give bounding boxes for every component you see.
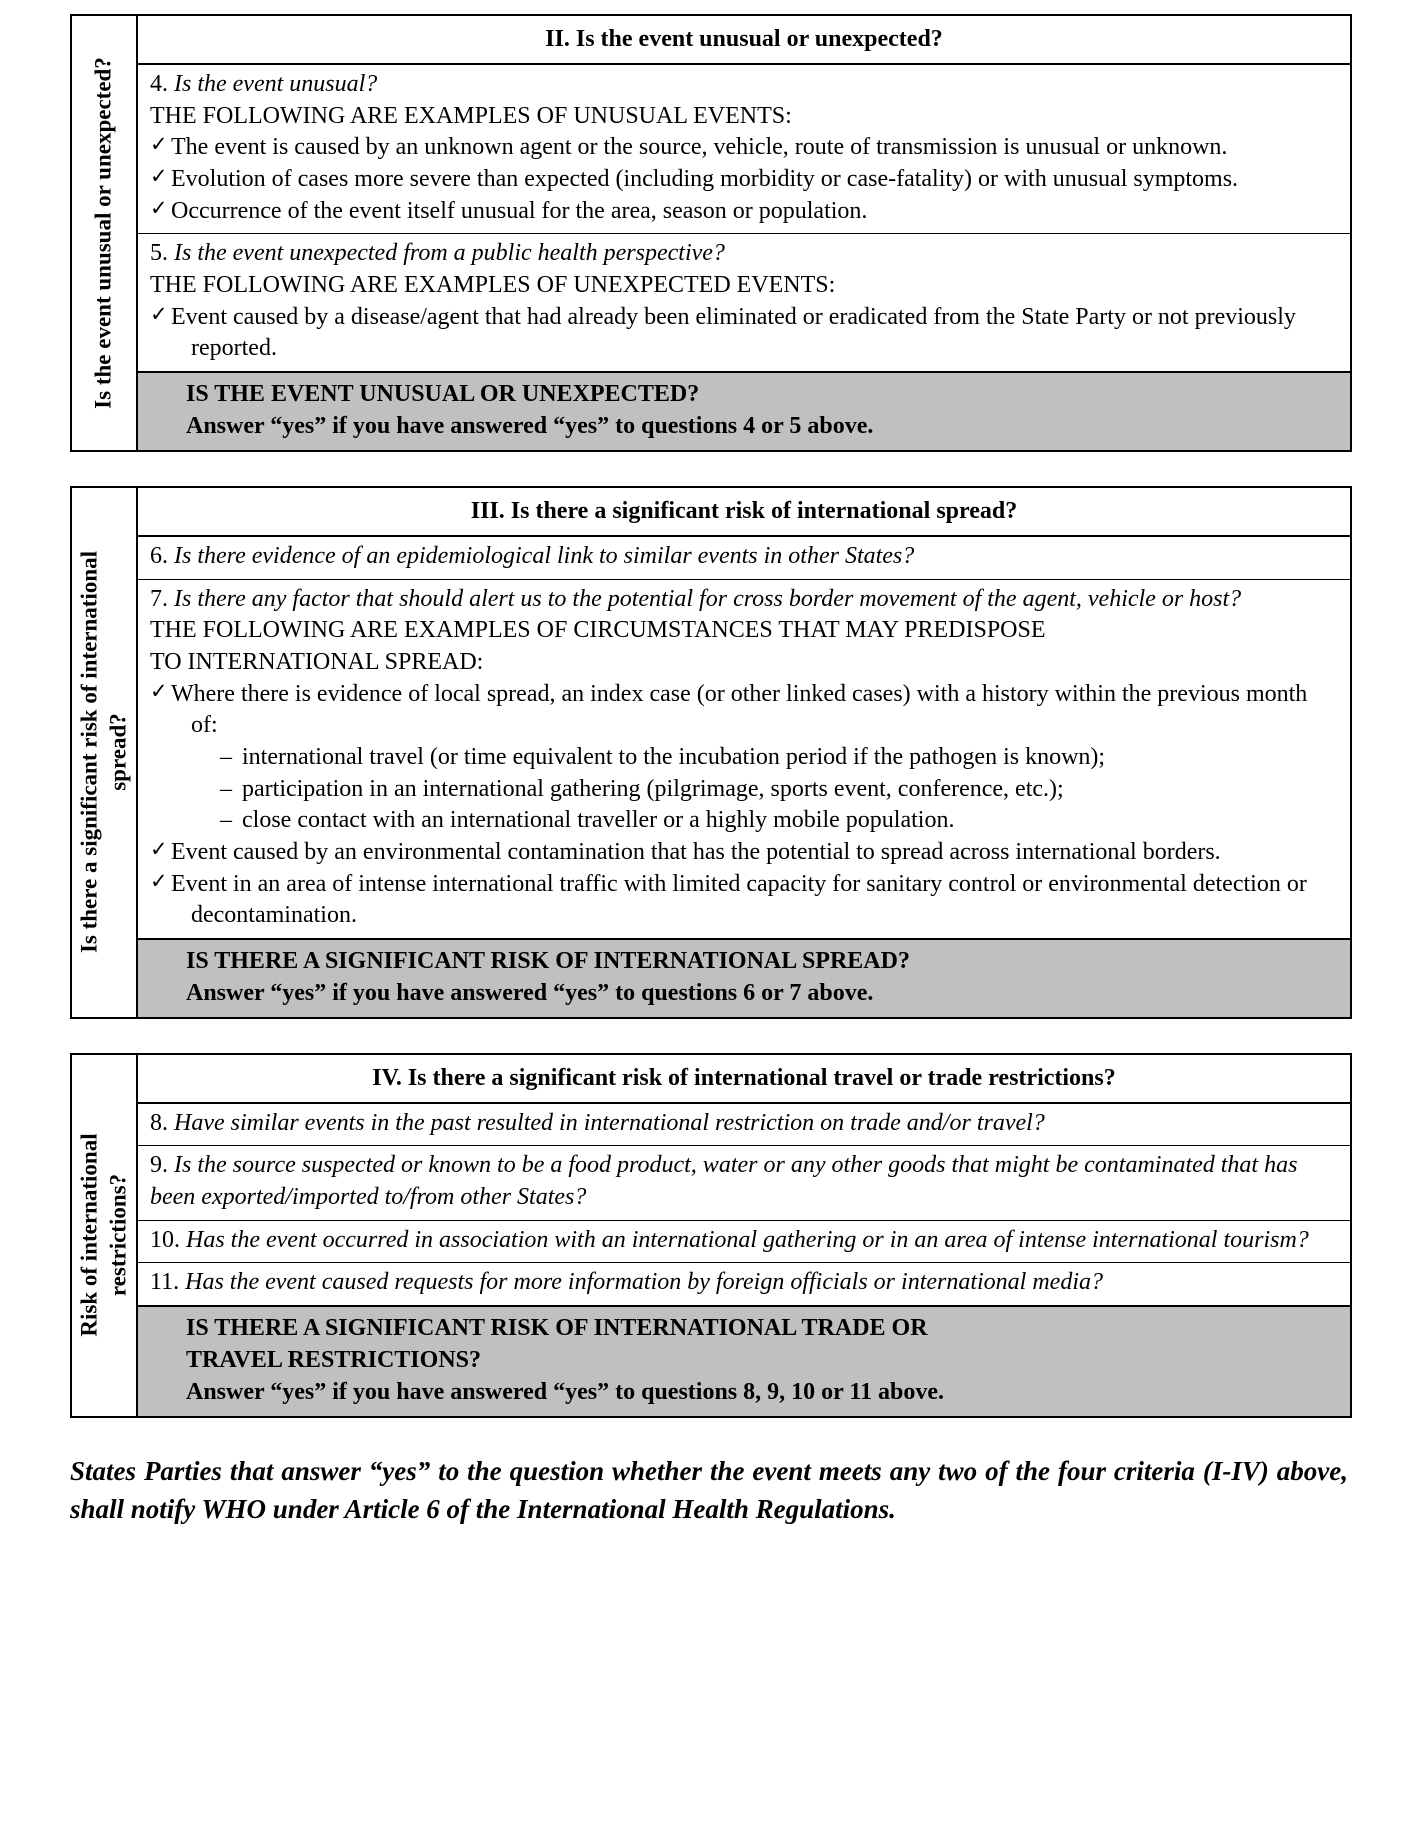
section-II-sidebar	[72, 16, 138, 450]
question-5-number: 5.	[150, 240, 168, 267]
list-item	[150, 164, 1338, 196]
answer-box-title: IS THERE A SIGNIFICANT RISK OF INTERNATIONAL SPREAD?	[186, 947, 910, 974]
check-icon: ✓	[150, 164, 168, 189]
list-item-label: Event caused by an environmental contamination that has the potential to spread across international borders.	[171, 838, 1221, 865]
question-7-text: Is there any factor that should alert us to the potential for cross border movement of the agent, vehicle or host?	[174, 585, 1242, 612]
section-III-answer-box	[138, 939, 1350, 1017]
question-8-text: Have similar events in the past resulted in international restriction on trade and/or travel?	[174, 1109, 1045, 1136]
question-5-examples-intro: THE FOLLOWING ARE EXAMPLES OF UNEXPECTED EVENTS:	[150, 272, 836, 299]
question-11-text: Has the event caused requests for more information by foreign officials or international media?	[185, 1269, 1104, 1296]
question-11-number: 11.	[150, 1269, 180, 1296]
question-4-cell	[138, 65, 1350, 234]
section-IV	[70, 1053, 1352, 1418]
question-4-number: 4.	[150, 71, 168, 97]
answer-box-instruction: Answer “yes” if you have answered “yes” to questions 4 or 5 above.	[186, 412, 874, 439]
check-icon: ✓	[150, 868, 168, 893]
list-item-label: Event caused by a disease/agent that had already been eliminated or eradicated from the State Party or not previously reported.	[171, 303, 1296, 362]
question-5-examples-list	[150, 302, 1338, 365]
question-10-cell	[138, 1221, 1350, 1264]
list-item-label: participation in an international gathering (pilgrimage, sports event, conference, etc.);	[242, 775, 1064, 802]
question-5-text: Is the event unexpected from a public health perspective?	[174, 240, 725, 267]
list-item	[150, 196, 1338, 228]
question-7-examples-list-continued	[150, 837, 1338, 932]
question-4-line	[150, 69, 1338, 101]
question-7-examples-intro-line1: THE FOLLOWING ARE EXAMPLES OF CIRCUMSTANCES THAT MAY PREDISPOSE	[150, 617, 1046, 644]
section-II-sidebar-label: Is the event unusual or unexpected?	[90, 57, 116, 409]
section-III	[70, 486, 1352, 1019]
section-III-sidebar-label: Is there a significant risk of international spread?	[76, 551, 130, 954]
section-II	[70, 14, 1352, 452]
answer-box-title-line1: IS THERE A SIGNIFICANT RISK OF INTERNATIONAL TRADE OR	[186, 1315, 928, 1342]
list-item	[220, 805, 1338, 837]
footer-note: States Parties that answer “yes” to the question whether the event meets any two of the four criteria (I-IV) above, shall notify WHO under Article 6 of the International Health Regulations.	[70, 1455, 1348, 1525]
question-4-examples-intro: THE FOLLOWING ARE EXAMPLES OF UNUSUAL EVENTS:	[150, 102, 792, 129]
section-III-body	[138, 488, 1350, 1017]
question-6-cell	[138, 537, 1350, 580]
question-8-number: 8.	[150, 1109, 168, 1136]
question-9-number: 9.	[150, 1152, 168, 1179]
question-7-number: 7.	[150, 585, 168, 612]
list-item	[220, 774, 1338, 806]
section-III-heading: III. Is there a significant risk of international spread?	[138, 488, 1350, 537]
list-item	[150, 679, 1338, 742]
section-II-body	[138, 16, 1350, 450]
question-7-examples-list	[150, 679, 1338, 742]
question-6-text: Is there evidence of an epidemiological link to similar events in other States?	[174, 542, 915, 569]
question-10-number: 10.	[150, 1226, 180, 1253]
list-item	[150, 302, 1338, 365]
answer-box-instruction: Answer “yes” if you have answered “yes” to questions 6 or 7 above.	[186, 979, 874, 1006]
list-item-label: close contact with an international traveller or a highly mobile population.	[242, 807, 955, 834]
question-8-cell	[138, 1104, 1350, 1147]
question-4-text: Is the event unusual?	[174, 71, 378, 97]
answer-box-instruction: Answer “yes” if you have answered “yes” to questions 8, 9, 10 or 11 above.	[186, 1378, 945, 1405]
section-II-heading: II. Is the event unusual or unexpected?	[138, 16, 1350, 65]
check-icon: ✓	[150, 195, 168, 220]
section-III-sidebar	[72, 488, 138, 1017]
check-icon: ✓	[150, 836, 168, 861]
list-item	[220, 742, 1338, 774]
list-item	[150, 869, 1338, 932]
list-item-label: The event is caused by an unknown agent or the source, vehicle, route of transmission is unusual or unknown.	[171, 134, 1228, 161]
question-11-cell	[138, 1263, 1350, 1306]
section-IV-heading: IV. Is there a significant risk of international travel or trade restrictions?	[138, 1055, 1350, 1104]
dash-icon: –	[220, 807, 232, 834]
dash-icon: –	[220, 775, 232, 802]
list-item-label: Event in an area of intense international traffic with limited capacity for sanitary control or environmental detection or decontamination.	[171, 870, 1307, 929]
question-7-cell	[138, 580, 1350, 939]
list-item-label: Occurrence of the event itself unusual for the area, season or population.	[171, 197, 868, 224]
list-item-label: Evolution of cases more severe than expected (including morbidity or case-fatality) or with unusual symptoms.	[171, 166, 1239, 193]
section-IV-answer-box	[138, 1306, 1350, 1416]
check-icon: ✓	[150, 678, 168, 703]
question-5-cell	[138, 234, 1350, 372]
list-item-label: Where there is evidence of local spread, an index case (or other linked cases) with a history within the previous month of:	[171, 680, 1308, 739]
question-7-examples-intro-line2: TO INTERNATIONAL SPREAD:	[150, 648, 484, 675]
question-10-text: Has the event occurred in association with an international gathering or in an area of intense international tourism?	[186, 1226, 1309, 1253]
section-IV-sidebar-label: Risk of international restrictions?	[76, 1133, 130, 1337]
list-item	[150, 837, 1338, 869]
question-7-sub-list	[150, 742, 1338, 837]
question-6-number: 6.	[150, 542, 168, 569]
section-II-answer-box	[138, 372, 1350, 450]
question-4-examples-list	[150, 132, 1338, 227]
question-9-text: Is the source suspected or known to be a food product, water or any other goods that might be contaminated that has been exported/imported to/from other States?	[150, 1152, 1298, 1211]
section-IV-sidebar	[72, 1055, 138, 1416]
answer-box-title-line2: TRAVEL RESTRICTIONS?	[186, 1347, 481, 1373]
list-item-label: international travel (or time equivalent to the incubation period if the pathogen is known);	[242, 743, 1106, 770]
answer-box-title: IS THE EVENT UNUSUAL OR UNEXPECTED?	[186, 381, 700, 408]
section-IV-body	[138, 1055, 1350, 1416]
check-icon: ✓	[150, 132, 168, 157]
question-9-cell	[138, 1146, 1350, 1220]
list-item	[150, 132, 1338, 164]
question-5-line	[150, 238, 1338, 270]
question-7-line	[150, 584, 1338, 616]
check-icon: ✓	[150, 301, 168, 326]
dash-icon: –	[220, 743, 232, 770]
